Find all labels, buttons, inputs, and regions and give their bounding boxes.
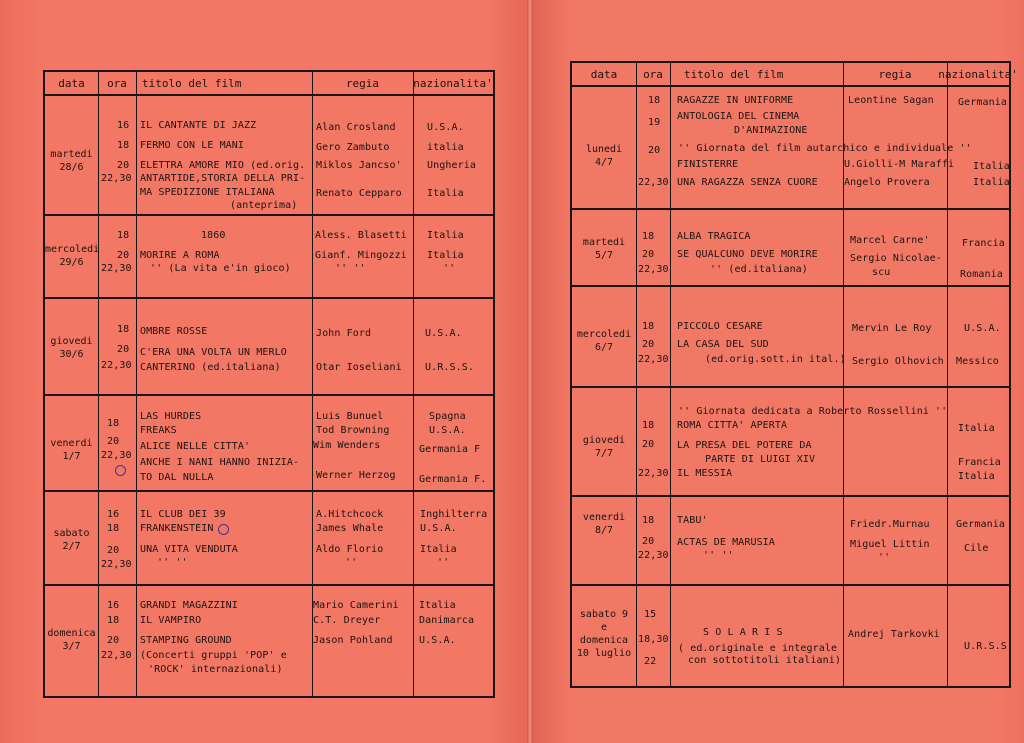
header-data: data	[58, 76, 85, 90]
nationality: Italia	[427, 230, 464, 241]
time: 20	[642, 439, 655, 450]
header-ora: ora	[107, 76, 127, 90]
header-regia: regia	[345, 76, 380, 90]
director: scu	[872, 267, 891, 278]
director: Werner Herzog	[316, 470, 396, 481]
film-title: ALICE NELLE CITTA'	[140, 441, 251, 452]
nationality: Italia	[427, 188, 464, 199]
date-sabato-domenica: sabato 9 e domenica 10 luglio	[576, 609, 632, 659]
time: 20	[107, 545, 120, 556]
header-titolo: titolo del film	[142, 76, 242, 90]
row-divider	[45, 584, 493, 586]
time: 20	[117, 344, 130, 355]
nationality: Danimarca	[419, 615, 475, 626]
director: Renato Cepparo	[316, 188, 402, 199]
director: James Whale	[316, 523, 384, 534]
header-regia: regia	[878, 67, 912, 81]
nationality: Francia	[962, 238, 1005, 249]
director: ''	[878, 552, 891, 563]
nationality: Spagna	[429, 411, 466, 422]
time: 22,30	[101, 450, 132, 461]
date-giovedi-30-6: giovedi 30/6	[50, 336, 93, 360]
nationality: Messico	[956, 356, 999, 367]
time: 22,30	[638, 354, 669, 365]
nationality: Italia	[420, 544, 457, 555]
time: 19	[648, 117, 661, 128]
film-title: (Concerti gruppi 'POP' e	[140, 650, 287, 661]
film-title: '' ''	[157, 557, 188, 568]
time: 20	[642, 536, 655, 547]
nationality: Cile	[964, 543, 989, 554]
film-title: ANTOLOGIA DEL CINEMA	[677, 111, 800, 122]
row-divider	[45, 297, 493, 299]
film-title: OMBRE ROSSE	[140, 326, 208, 337]
nationality: U.S.A.	[419, 635, 456, 646]
film-title: ELETTRA AMORE MIO (ed.orig.	[140, 160, 306, 171]
film-title: LA CASA DEL SUD	[677, 339, 769, 350]
film-title: UNA VITA VENDUTA	[140, 544, 238, 555]
nationality: Italia	[973, 177, 1010, 188]
nationality: italia	[427, 142, 464, 153]
time: 18	[117, 230, 130, 241]
film-title: IL VAMPIRO	[140, 615, 202, 626]
time: 18	[642, 420, 655, 431]
film-note: (anteprima)	[230, 200, 298, 211]
film-title: '' (ed.italiana)	[710, 264, 808, 275]
nationality: Italia	[427, 250, 464, 261]
time: 18	[648, 95, 661, 106]
director: Miguel Littin	[850, 539, 930, 550]
time: 18	[107, 418, 120, 429]
time: 20	[107, 436, 120, 447]
director: Gero Zambuto	[316, 142, 390, 153]
time: 16	[117, 120, 130, 131]
time: 16	[107, 600, 120, 611]
festival-day-note: '' Giornata del film autarchico e individuale ''	[678, 143, 972, 154]
nationality: Francia	[958, 457, 1001, 468]
film-title: MORIRE A ROMA	[140, 250, 220, 261]
time: 20	[642, 249, 655, 260]
film-title: '' (La vita e'in gioco)	[150, 263, 291, 274]
nationality: Italia	[958, 423, 995, 434]
row-divider	[572, 386, 1009, 388]
nationality: U.S.A.	[425, 328, 462, 339]
film-title: ROMA CITTA' APERTA	[677, 420, 788, 431]
film-title: S O L A R I S	[703, 627, 783, 638]
film-title: LA PRESA DEL POTERE DA	[677, 440, 812, 451]
column-divider	[843, 63, 844, 686]
time: 15	[644, 609, 657, 620]
time: 22,30	[638, 264, 669, 275]
film-title: ALBA TRAGICA	[677, 231, 751, 242]
director: Friedr.Murnau	[850, 519, 930, 530]
date-martedi-28-6: martedi 28/6	[50, 149, 93, 173]
nationality: U.S.A.	[429, 425, 466, 436]
nationality: Inghilterra	[420, 509, 488, 520]
director: Angelo Provera	[844, 177, 930, 188]
director: Aless. Blasetti	[315, 230, 407, 241]
nationality: U.S.A.	[420, 523, 457, 534]
film-title: C'ERA UNA VOLTA UN MERLO	[140, 347, 287, 358]
festival-day-note: '' Giornata dedicata a Roberto Rossellini ''	[678, 406, 948, 417]
director: Wim Wenders	[313, 440, 381, 451]
film-title: ( ed.originale e integrale	[678, 643, 838, 654]
film-title: ANCHE I NANI HANNO INIZIA-	[140, 457, 300, 468]
nationality: Italia	[958, 471, 995, 482]
director: Alan Crosland	[316, 122, 396, 133]
film-title: D'ANIMAZIONE	[734, 125, 808, 136]
time: 22,30	[101, 559, 132, 570]
film-title: TABU'	[677, 515, 708, 526]
film-title: IL CLUB DEI 39	[140, 509, 226, 520]
date-mercoledi-29-6: mercoledi 29/6	[45, 244, 100, 268]
time: 18	[107, 615, 120, 626]
film-title: MA SPEDIZIONE ITALIANA	[140, 187, 275, 198]
film-title: ACTAS DE MARUSIA	[677, 537, 775, 548]
header-nazionalita: nazionalita'	[938, 67, 1018, 81]
right-schedule-table	[570, 61, 1018, 688]
film-title: FERMO CON LE MANI	[140, 140, 245, 151]
time: 22,30	[101, 263, 132, 274]
director: Leontine Sagan	[848, 95, 934, 106]
ink-mark	[218, 524, 229, 535]
header-data: data	[590, 67, 618, 81]
time: 20	[117, 160, 130, 171]
time: 18	[642, 321, 655, 332]
director: Marcel Carne'	[850, 235, 930, 246]
column-divider	[136, 72, 137, 696]
date-giovedi-7-7: giovedi 7/7	[582, 435, 626, 459]
ink-mark	[115, 465, 126, 476]
director: '' ''	[335, 263, 366, 274]
director: Andrej Tarkovki	[848, 629, 940, 640]
row-divider	[572, 208, 1009, 210]
time: 22	[644, 656, 657, 667]
time: 18,30	[638, 634, 669, 645]
nationality: Italia	[419, 600, 456, 611]
film-title: UNA RAGAZZA SENZA CUORE	[677, 177, 818, 188]
time: 20	[648, 145, 661, 156]
film-title: 1860	[201, 230, 226, 241]
time: 18	[642, 515, 655, 526]
director: Sergio Nicolae-	[850, 253, 942, 264]
director: Gianf. Mingozzi	[315, 250, 407, 261]
film-title: LAS HURDES	[140, 411, 202, 422]
director: Luis Bunuel	[316, 411, 384, 422]
film-title: IL MESSIA	[677, 468, 733, 479]
header-ora: ora	[643, 67, 663, 81]
column-divider	[98, 72, 99, 696]
time: 18	[117, 324, 130, 335]
date-venerdi-1-7: venerdi 1/7	[50, 438, 93, 462]
nationality: ''	[437, 557, 450, 568]
film-title: '' ''	[703, 550, 734, 561]
date-lunedi-4-7: lunedi 4/7	[585, 144, 623, 168]
time: 16	[107, 509, 120, 520]
film-title: (ed.orig.sott.in ital.)	[705, 354, 846, 365]
director: A.Hitchcock	[316, 509, 384, 520]
nationality: Germania F	[419, 444, 481, 455]
film-title: STAMPING GROUND	[140, 635, 232, 646]
director: Tod Browning	[316, 425, 390, 436]
nationality: Germania	[956, 519, 1005, 530]
date-sabato-2-7: sabato 2/7	[53, 528, 90, 552]
left-table-header	[45, 72, 493, 96]
date-domenica-3-7: domenica 3/7	[47, 628, 96, 652]
director: ''	[345, 557, 358, 568]
column-divider	[947, 63, 948, 686]
director: Otar Ioseliani	[316, 362, 402, 373]
director: Jason Pohland	[313, 635, 393, 646]
header-nazionalita: nazionalita'	[413, 76, 493, 90]
nationality: Germania	[958, 97, 1007, 108]
row-divider	[45, 394, 493, 396]
director: Mario Camerini	[313, 600, 399, 611]
film-title: RAGAZZE IN UNIFORME	[677, 95, 794, 106]
time: 22,30	[638, 550, 669, 561]
film-title: FRANKENSTEIN	[140, 523, 214, 534]
time: 20	[642, 339, 655, 350]
row-divider	[572, 285, 1009, 287]
time: 22,30	[101, 360, 132, 371]
nationality: Ungheria	[427, 160, 476, 171]
row-divider	[45, 490, 493, 492]
column-divider	[413, 72, 414, 696]
column-divider	[670, 63, 671, 686]
film-title: 'ROCK' internazionali)	[148, 664, 283, 675]
nationality: U.S.A.	[427, 122, 464, 133]
film-title: PICCOLO CESARE	[677, 321, 763, 332]
film-title: FREAKS	[140, 425, 177, 436]
time: 20	[107, 635, 120, 646]
director: Mervin Le Roy	[852, 323, 932, 334]
time: 22,30	[101, 650, 132, 661]
director: U.Giolli-M Maraffi	[844, 159, 955, 170]
film-title: ANTARTIDE,STORIA DELLA PRI-	[140, 173, 306, 184]
page-fold	[527, 0, 533, 743]
film-title: IL CANTANTE DI JAZZ	[140, 120, 257, 131]
director: John Ford	[316, 328, 372, 339]
director: Sergio Olhovich	[852, 356, 944, 367]
time: 20	[117, 250, 130, 261]
column-divider	[636, 63, 637, 686]
nationality: U.R.S.S.	[425, 362, 474, 373]
left-schedule-table	[43, 70, 495, 698]
date-martedi-5-7: martedi 5/7	[582, 237, 626, 261]
nationality: ''	[443, 263, 456, 274]
director: Aldo Florio	[316, 544, 384, 555]
right-table-header	[572, 63, 1018, 87]
date-venerdi-8-7: venerdi 8/7	[582, 512, 626, 536]
director: Miklos Jancso'	[316, 160, 402, 171]
film-title: con sottotitoli italiani)	[688, 655, 842, 666]
film-title: SE QUALCUNO DEVE MORIRE	[677, 249, 818, 260]
time: 18	[117, 140, 130, 151]
film-title: FINISTERRE	[677, 159, 739, 170]
time: 22,30	[101, 173, 132, 184]
time: 22,30	[638, 177, 669, 188]
film-title: GRANDI MAGAZZINI	[140, 600, 238, 611]
row-divider	[572, 584, 1009, 586]
nationality: Italia	[973, 161, 1010, 172]
row-divider	[45, 214, 493, 216]
time: 18	[642, 231, 655, 242]
date-mercoledi-6-7: mercoledi 6/7	[576, 329, 632, 353]
nationality: Germania F.	[419, 474, 487, 485]
header-titolo: titolo del film	[684, 67, 784, 81]
time: 18	[107, 523, 120, 534]
film-title: CANTERINO (ed.italiana)	[140, 362, 281, 373]
time: 22,30	[638, 468, 669, 479]
row-divider	[572, 495, 1009, 497]
film-title: PARTE DI LUIGI XIV	[705, 454, 816, 465]
nationality: U.S.A.	[964, 323, 1001, 334]
nationality: Romania	[960, 269, 1003, 280]
director: C.T. Dreyer	[313, 615, 381, 626]
film-title: TO DAL NULLA	[140, 472, 214, 483]
nationality: U.R.S.S.	[964, 641, 1013, 652]
